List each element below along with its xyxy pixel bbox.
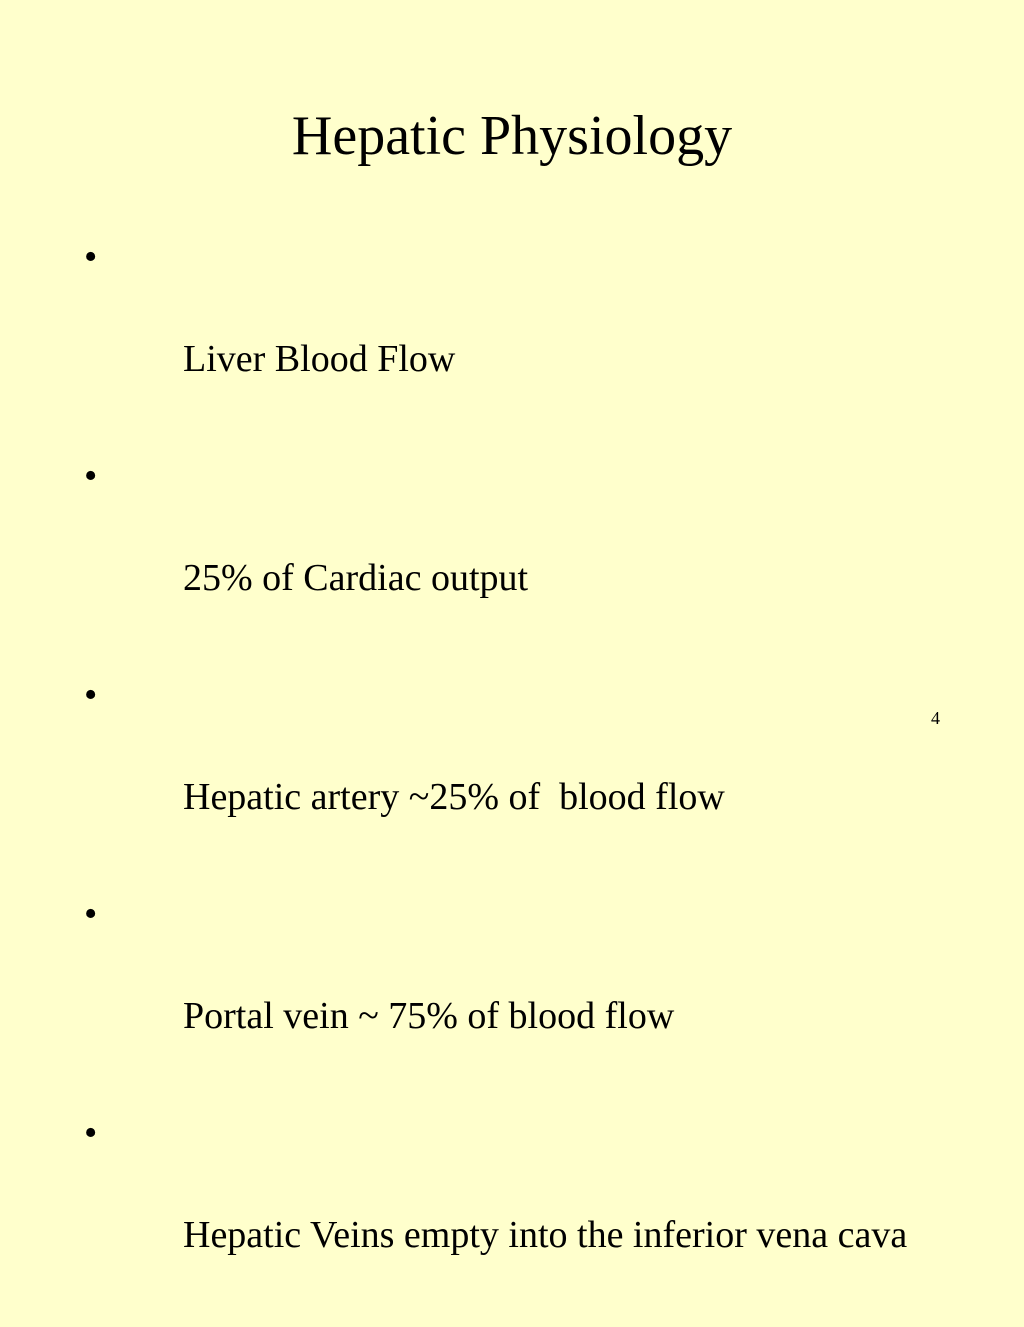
bullet-icon: •	[84, 236, 98, 278]
slide-number: 4	[931, 708, 940, 728]
bullet-item-hepatic-veins	[84, 1108, 934, 1312]
bullet-text: Liver Blood Flow	[183, 338, 456, 380]
bullet-icon: •	[84, 674, 98, 716]
bullet-icon: •	[84, 455, 98, 497]
bullet-text: Hepatic artery ~25% of blood flow	[183, 776, 725, 818]
bullet-text: Hepatic Veins empty into the inferior vena cava	[183, 1214, 908, 1256]
bullet-icon: •	[84, 893, 98, 935]
bullet-icon: •	[84, 1112, 98, 1154]
bullet-item-portal-vein	[84, 889, 934, 1093]
bullet-item-cardiac-output	[84, 451, 934, 655]
bullet-text: Portal vein ~ 75% of blood flow	[183, 995, 675, 1037]
bullet-text: 25% of Cardiac output	[183, 557, 529, 599]
bullet-list	[84, 232, 934, 1327]
bullet-item-hepatic-artery	[84, 670, 934, 874]
bullet-item-liver-blood-flow	[84, 232, 934, 436]
slide-title: Hepatic Physiology	[291, 105, 733, 167]
